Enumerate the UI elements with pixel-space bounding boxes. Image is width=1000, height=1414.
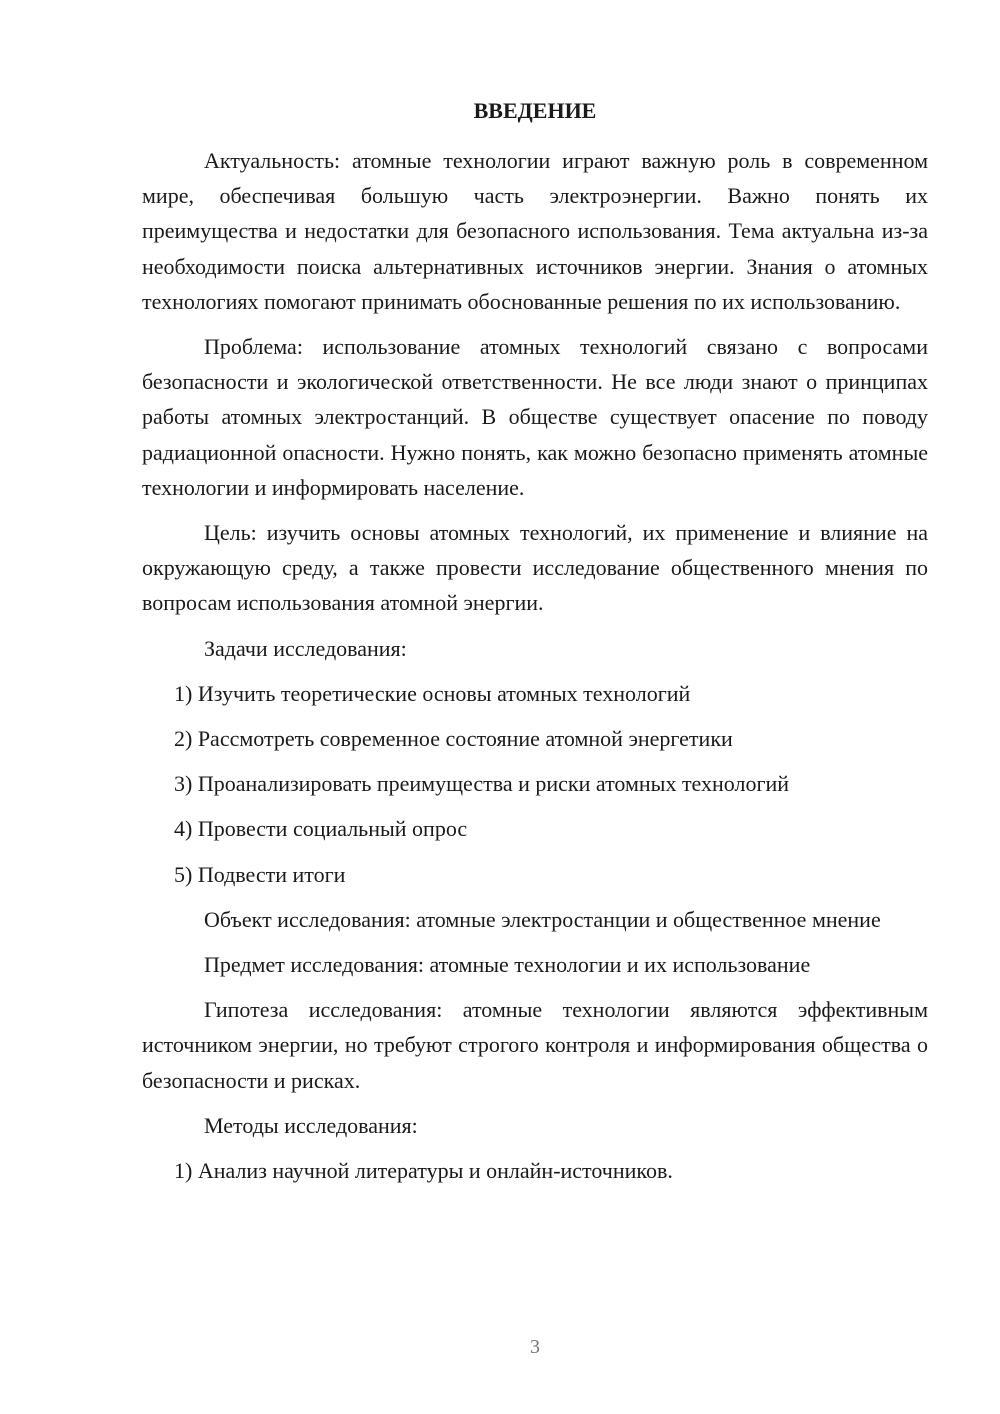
subject-paragraph: Предмет исследования: атомные технологии и их использование xyxy=(204,952,811,978)
problem-paragraph: Проблема: использование атомных технологий связано с вопросами безопасности и экологической ответственности. Не все люди знают о принципах работы атомных электростанций. В обществе существует опасение по поводу радиационной опасности. Нужно понять, как можно безопасно применять атомные технологии и информировать население. xyxy=(142,334,928,500)
task-item: 4) Провести социальный опрос xyxy=(174,816,468,842)
task-item: 2) Рассмотреть современное состояние атомной энергетики xyxy=(174,726,733,752)
page-number: 3 xyxy=(530,1336,540,1358)
hypothesis-paragraph: Гипотеза исследования: атомные технологии являются эффективным источником энергии, но требуют строгого контроля и информирования общества о безопасности и рисках. xyxy=(142,997,928,1093)
tasks-heading: Задачи исследования: xyxy=(204,635,407,661)
goal-paragraph: Цель: изучить основы атомных технологий, их применение и влияние на окружающую среду, а также провести исследование общественного мнения по вопросам использования атомной энергии. xyxy=(142,520,928,616)
methods-heading: Методы исследования: xyxy=(204,1112,418,1138)
method-item: 1) Анализ научной литературы и онлайн-источников. xyxy=(174,1158,673,1184)
object-paragraph: Объект исследования: атомные электростанции и общественное мнение xyxy=(204,906,881,932)
task-item: 5) Подвести итоги xyxy=(174,861,346,887)
document-body xyxy=(142,143,928,1198)
task-item: 3) Проанализировать преимущества и риски атомных технологий xyxy=(174,771,790,797)
relevance-paragraph: Актуальность: атомные технологии играют важную роль в современном мире, обеспечивая большую часть электроэнергии. Важно понять их преимущества и недостатки для безопасного использования. Тема актуальна из-за необходимости поиска альтернативных источников энергии. Знания о атомных технологиях помогают принимать обоснованные решения по их использованию. xyxy=(142,148,928,314)
page-title: ВВЕДЕНИЕ xyxy=(473,98,597,123)
task-item: 1) Изучить теоретические основы атомных технологий xyxy=(174,680,691,706)
